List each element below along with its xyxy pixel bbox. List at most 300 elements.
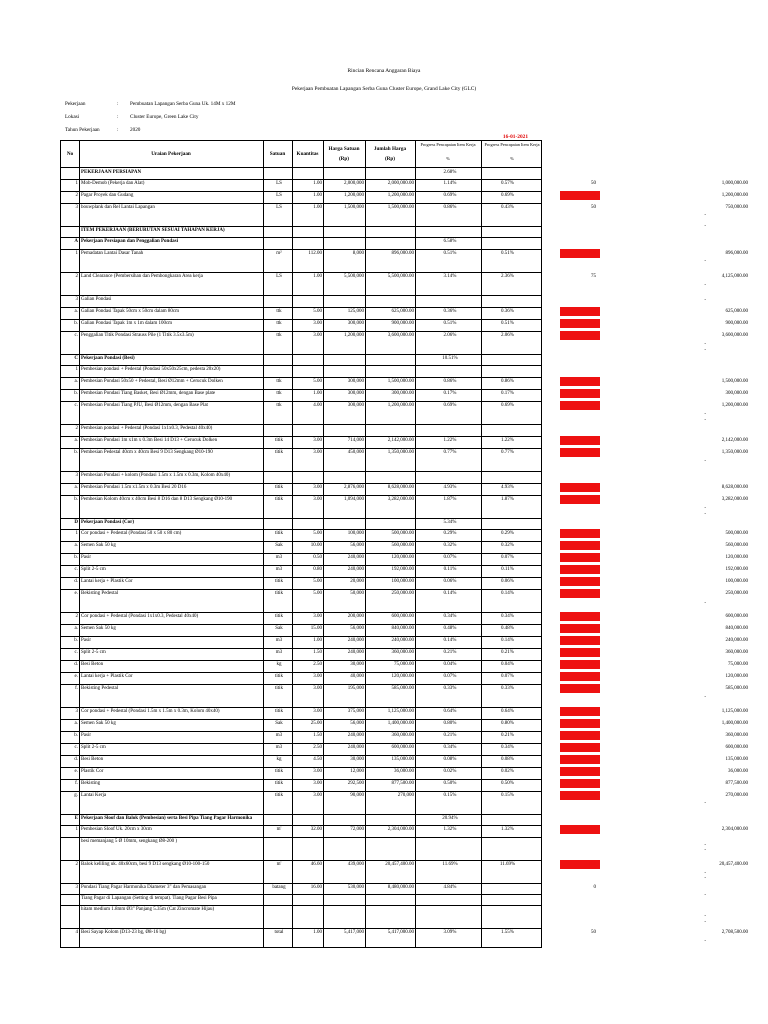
header-jumlah-unit: (Rp) (384, 156, 396, 162)
row-progress-2: 0.43% (501, 205, 514, 210)
row-progress-value: 50 (591, 205, 596, 210)
row-unit-price: 195,000 (347, 686, 364, 691)
row-quantity: 3.00 (313, 333, 322, 338)
table-row (60, 271, 750, 282)
row-description: Bekisting Pedestal (81, 686, 119, 691)
row-unit-price: 2,876,000 (344, 485, 364, 490)
row-total-price: 877,500.00 (391, 781, 414, 786)
table-row (60, 540, 750, 551)
row-description: Pekerjaan Sloof dan Balok (Pembesian) serta Besi Pipa Tiang Pagar Harmonika (81, 816, 253, 821)
row-unit: LS (276, 274, 282, 279)
row-unit: titik (274, 485, 284, 490)
row-quantity: 3.00 (313, 769, 322, 774)
row-number: 1 (75, 531, 78, 536)
row-unit-price: 20,000 (350, 579, 364, 584)
row-progress-amount: 877,500.00 (725, 781, 748, 786)
row-number: c. (74, 745, 78, 750)
row-progress-amount: 896,000.00 (725, 251, 748, 256)
row-quantity: 46.60 (310, 862, 322, 867)
row-progress-1: 0.21% (443, 733, 457, 738)
empty-marker: - (704, 939, 706, 944)
row-progress-2: 0.02% (501, 769, 514, 774)
row-number: c. (74, 567, 78, 572)
row-number: b. (74, 733, 78, 738)
row-progress-value: 100 (588, 650, 596, 655)
row-total-price: 20,457,400.00 (385, 862, 414, 867)
row-unit-price: 2,000,000 (344, 181, 364, 186)
row-progress-1: 0.77% (443, 450, 457, 455)
row-number: A (74, 239, 78, 244)
row-number: c. (74, 650, 78, 655)
header-progress-1-unit: % (446, 156, 450, 161)
row-progress-value: 100 (588, 793, 596, 798)
row-progress-2: 0.51% (501, 251, 514, 256)
row-progress-amount: 3,282,000.00 (721, 497, 748, 502)
row-progress-value: 100 (588, 567, 596, 572)
row-progress-value: 100 (588, 438, 596, 443)
row-quantity: 0.50 (313, 555, 322, 560)
row-unit: ttk (276, 403, 282, 408)
row-progress-amount: 1,125,000.00 (721, 709, 748, 714)
row-description: Semen Sak 50 kg (81, 543, 116, 548)
row-description: Pondasi Tiang Pagar Harmonika Diameter 3" dan Pemasangan (81, 885, 207, 890)
row-total-price: 75,000.00 (394, 662, 414, 667)
row-total-price: 896,000.00 (391, 251, 414, 256)
row-progress-2: 0.34% (501, 745, 514, 750)
row-description: Cor pondasi + Pedestal (Pondasi 1.5m x 1.5m x 0.3m, Kolom 40x40) (81, 709, 220, 714)
row-progress-1: 0.08% (443, 757, 457, 762)
row-total-price: 120,000.00 (391, 674, 414, 679)
row-progress-1: 0.48% (443, 626, 457, 631)
empty-marker: - (704, 512, 706, 517)
row-description: Pembesian Pedestal 40cm x 40cm Besi 9 D13 Sengkang Ø10-190 (81, 450, 213, 455)
row-unit-price: 375,000 (347, 709, 364, 714)
header-kuantitas: Kuantitas (296, 151, 319, 157)
row-total-price: 2,000,000.00 (387, 181, 414, 186)
row-progress-value: 100 (588, 709, 596, 714)
row-description: ITEM PEKERJAAN (BERURUTAN SESUAI TAHAPAN KERJA) (81, 228, 225, 233)
row-progress-2: 1.32% (501, 827, 514, 832)
row-unit: m3 (275, 745, 283, 750)
empty-marker: - (704, 843, 706, 848)
meta-label: Pekerjaan (65, 101, 86, 107)
row-progress-1: 0.02% (443, 769, 457, 774)
meta-colon: : (117, 114, 119, 120)
row-unit-price: 300,000 (347, 321, 364, 326)
row-unit: titik (274, 614, 284, 619)
table-row (60, 248, 750, 259)
row-progress-value: 100 (588, 391, 596, 396)
row-progress-2: 0.06% (501, 579, 514, 584)
empty-marker: - (704, 871, 706, 876)
table-row (60, 494, 750, 505)
row-number: f. (75, 686, 78, 691)
meta-label: Tahun Pekerjaan (65, 127, 100, 133)
row-progress-1: 0.50% (443, 781, 457, 786)
row-total-price: 2,142,000.00 (387, 438, 414, 443)
row-description: Besi Sayap Kolom (D13-23 bg, Ø8-16 bg) (81, 930, 167, 935)
row-description: Pembesian Pondasi 1m x1m x 0.3m Besi 14 D13 + Cerucuk Dolken (81, 438, 218, 443)
row-description: Pembesian Kolom 40cm x 40cm Besi 8 D16 dan 8 D13 Sengkang Ø10-190 (81, 497, 233, 502)
row-description: bouwplank dan Rel Lantai Lapangan (81, 205, 155, 210)
row-quantity: 112.00 (308, 251, 322, 256)
row-progress-1: 0.32% (443, 543, 457, 548)
row-progress-2: 0.07% (501, 555, 514, 560)
header-jumlah: Jumlah Harga (373, 146, 407, 152)
row-number: c. (74, 403, 78, 408)
row-total-price: 900,000.00 (391, 321, 414, 326)
row-unit-price: 292,500 (347, 781, 364, 786)
row-quantity: 3.00 (313, 450, 322, 455)
row-quantity: 3.00 (313, 793, 322, 798)
row-progress-1: 0.51% (443, 321, 457, 326)
row-progress-1: 0.07% (443, 674, 457, 679)
row-number: E (74, 816, 78, 821)
table-row (60, 528, 750, 539)
row-progress-2: 0.69% (501, 403, 514, 408)
row-description: Pembesian Pondasi Tiang PJU, Besi Ø12mm, dengan Base Plat (81, 403, 208, 408)
row-quantity: 5.00 (313, 579, 322, 584)
row-number: d. (74, 662, 78, 667)
table-row (60, 647, 750, 658)
header-no: No (66, 151, 74, 157)
row-number: a. (74, 379, 78, 384)
row-description: Galian Pondasi Tapak 50cm x 50cm dalam 80cm (81, 309, 180, 314)
row-progress-amount: 120,000.00 (725, 674, 748, 679)
row-number: a. (74, 438, 78, 443)
row-progress-2: 0.04% (501, 662, 514, 667)
row-description: Pembesian Pondasi 1.5m x1.5m x 0.3m Besi 20 D16 (81, 485, 187, 490)
row-unit-price: 1,200,000 (344, 193, 364, 198)
row-quantity: 1.00 (313, 181, 322, 186)
row-progress-value: 100 (588, 193, 596, 198)
empty-marker: - (704, 601, 706, 606)
row-progress-value: 100 (588, 497, 596, 502)
meta-colon: : (117, 127, 119, 133)
row-total-price: 2,304,000.00 (387, 827, 414, 832)
row-total-price: 5,500,000.00 (387, 274, 414, 279)
row-unit-price: 56,000 (350, 721, 364, 726)
row-number: 1 (75, 827, 78, 832)
row-progress-value: 100 (588, 251, 596, 256)
header-uraian: Uraian Pekerjaan (151, 151, 191, 157)
row-description: Cor pondasi + Pedestal (Pondasi 1x1x0.3, Pedestal 40x40) (81, 614, 199, 619)
header-satuan: Satuan (269, 151, 286, 157)
empty-marker: - (704, 506, 706, 511)
empty-marker: - (704, 893, 706, 898)
row-total-price: 8,480,000.00 (387, 885, 414, 890)
row-progress-1: 2.06% (443, 333, 457, 338)
row-unit-price: 240,000 (347, 567, 364, 572)
row-unit-price: 125,000 (347, 309, 364, 314)
row-quantity: 3.00 (313, 674, 322, 679)
row-progress-1: 20.94% (442, 816, 458, 821)
row-number: 2 (75, 862, 78, 867)
empty-marker: - (704, 914, 706, 919)
row-progress-value: 100 (588, 721, 596, 726)
row-description: Pembesian pondasi + Pedestal (Pondasi 50x50x25cm, pedesta 20x20) (81, 367, 221, 372)
row-progress-value: 100 (588, 485, 596, 490)
table-row (60, 376, 750, 387)
row-unit-price: 12,000 (350, 769, 364, 774)
empty-marker: - (704, 920, 706, 925)
header-progress-2-unit: % (510, 156, 514, 161)
table-row (60, 318, 750, 329)
table-row (60, 364, 750, 375)
row-progress-2: 0.07% (501, 674, 514, 679)
table-row (60, 718, 750, 729)
row-number: 1 (75, 251, 78, 256)
row-number: 3 (75, 297, 78, 302)
table-row (60, 706, 750, 717)
row-progress-amount: 120,000.00 (725, 555, 748, 560)
row-description: Pembesian Pondasi + kolom (Pondasi 1.5m x 1.5m x 0.3m, Kolom 40x40) (81, 473, 231, 478)
table-row (60, 927, 750, 938)
row-unit: m3 (275, 567, 283, 572)
row-unit-price: 30,000 (350, 757, 364, 762)
row-description: Besi Beton (81, 757, 104, 762)
table-row (60, 778, 750, 789)
row-quantity: 1.00 (313, 274, 322, 279)
row-unit-price: 240,000 (347, 733, 364, 738)
table-row (60, 435, 750, 446)
row-progress-value: 100 (588, 745, 596, 750)
row-progress-value: 100 (588, 757, 596, 762)
row-number: 3 (75, 473, 78, 478)
table-row (60, 766, 750, 777)
row-progress-value: 100 (588, 309, 596, 314)
row-total-price: 100,000.00 (391, 579, 414, 584)
empty-marker: - (704, 348, 706, 353)
row-progress-1: 3.09% (443, 930, 457, 935)
row-progress-1: 0.14% (443, 591, 457, 596)
table-row (60, 190, 750, 201)
row-quantity: 3.00 (313, 709, 322, 714)
row-progress-value: 100 (588, 781, 596, 786)
row-quantity: 3.00 (313, 781, 322, 786)
row-progress-2: 0.21% (501, 650, 514, 655)
row-total-price: 560,000.00 (391, 543, 414, 548)
row-progress-1: 0.11% (443, 567, 457, 572)
row-progress-1: 4.93% (443, 485, 457, 490)
table-row (60, 611, 750, 622)
row-progress-1: 6.58% (443, 239, 457, 244)
row-progress-value: 100 (588, 333, 596, 338)
row-progress-2: 0.29% (501, 531, 514, 536)
row-unit: batang (272, 885, 286, 890)
row-unit-price: 1,500,000 (344, 205, 364, 210)
row-unit-price: 100,000 (347, 531, 364, 536)
row-progress-amount: 840,000.00 (725, 626, 748, 631)
row-progress-2: 0.11% (501, 567, 514, 572)
table-row (60, 742, 750, 753)
row-progress-1: 0.17% (443, 391, 457, 396)
row-number: b. (74, 391, 78, 396)
table-row (60, 353, 750, 364)
empty-marker: - (704, 459, 706, 464)
row-description: Galian Pondasi Tapak 1m x 1m dalam 100cm (81, 321, 173, 326)
row-unit: ttk (276, 379, 282, 384)
row-unit-price: 450,000 (347, 450, 364, 455)
row-total-price: 36,000.00 (394, 769, 414, 774)
row-quantity: 3.00 (313, 497, 322, 502)
row-description: Besi Beton (81, 662, 104, 667)
table-row (60, 236, 750, 247)
row-description: Semen Sak 50 kg (81, 626, 116, 631)
row-description: Pemadatan Lantai Dasar Tanah (81, 251, 144, 256)
row-description: Pasir (81, 733, 91, 738)
row-progress-1: 0.80% (443, 721, 457, 726)
row-number: b. (74, 555, 78, 560)
row-unit: m3 (275, 650, 283, 655)
row-description: Cor pondasi + Pedestal (Pondasi 50 x 50 x 80 cm) (81, 531, 182, 536)
row-number: D (74, 520, 78, 525)
row-progress-2: 1.87% (501, 497, 514, 502)
row-number: c. (74, 333, 78, 338)
row-progress-1: 1.22% (443, 438, 457, 443)
row-unit: total (274, 930, 284, 935)
row-progress-1: 11.69% (442, 862, 458, 867)
row-progress-2: 4.93% (501, 485, 514, 490)
row-progress-1: 0.06% (443, 579, 457, 584)
row-progress-2: 0.64% (501, 709, 514, 714)
meta-value: Pembuatan Lapangan Serba Guna Uk. 14M x 12M (130, 101, 236, 107)
table-row (60, 423, 750, 434)
row-progress-2: 11.69% (499, 862, 516, 867)
row-progress-1: 1.14% (443, 181, 457, 186)
row-total-price: 8,628,000.00 (387, 485, 414, 490)
row-quantity: 3.00 (313, 438, 322, 443)
meta-label: Lokasi (65, 114, 80, 120)
row-progress-1: 5.34% (443, 520, 457, 525)
row-quantity: 5.00 (313, 591, 322, 596)
table-row (60, 882, 750, 893)
row-number: 2 (75, 274, 78, 279)
row-unit: m' (276, 827, 282, 832)
row-total-price: 625,000.00 (391, 309, 414, 314)
row-progress-2: 0.14% (501, 591, 514, 596)
row-progress-amount: 36,000.00 (728, 769, 748, 774)
document-subtitle: Pekerjaan Pembuatan Lapangan Serba Guna Cluster Europe, Grand Lake City (GLC) (291, 86, 477, 92)
row-quantity: 32.00 (310, 827, 322, 832)
row-quantity: 0.80 (313, 567, 322, 572)
row-number: 2 (75, 426, 78, 431)
row-unit: titik (274, 450, 284, 455)
row-unit: ttk (276, 321, 282, 326)
row-progress-value: 100 (588, 626, 596, 631)
row-unit: Sak (275, 721, 283, 726)
row-progress-2: 0.77% (501, 450, 514, 455)
row-quantity: 5.00 (313, 309, 322, 314)
row-progress-1: 0.86% (443, 205, 457, 210)
row-progress-2: 0.21% (501, 733, 514, 738)
row-progress-amount: 360,000.00 (725, 733, 748, 738)
header-harga: Harga Satuan (328, 146, 360, 152)
row-total-price: 300,000.00 (391, 391, 414, 396)
empty-marker: - (704, 801, 706, 806)
row-number: e. (74, 674, 78, 679)
row-progress-amount: 135,000.00 (725, 757, 748, 762)
row-progress-amount: 20,457,400.00 (719, 862, 748, 867)
row-progress-2: 0.08% (501, 757, 514, 762)
row-progress-value: 100 (588, 638, 596, 643)
row-number: 2 (75, 193, 78, 198)
row-progress-amount: 900,000.00 (725, 321, 748, 326)
row-quantity: 1.00 (313, 638, 322, 643)
table-row (60, 447, 750, 458)
row-unit: titik (274, 686, 284, 691)
row-description: Plastik Cor (81, 769, 104, 774)
row-unit-price: 56,000 (350, 543, 364, 548)
row-total-price: 1,500,000.00 (387, 205, 414, 210)
row-unit: Sak (275, 626, 283, 631)
table-row (60, 730, 750, 741)
row-progress-1: 1.32% (443, 827, 457, 832)
row-progress-value: 100 (588, 591, 596, 596)
row-progress-value: 100 (588, 733, 596, 738)
row-description: PEKERJAAN PERSIAPAN (81, 170, 142, 175)
row-description: Bekisting Pedestal (81, 591, 119, 596)
row-progress-1: 0.29% (443, 531, 457, 536)
row-progress-value: 100 (588, 674, 596, 679)
row-quantity: 4.50 (313, 757, 322, 762)
table-row (60, 623, 750, 634)
meta-value: 2020 (130, 127, 141, 133)
row-progress-1: 10.51% (442, 356, 458, 361)
row-description: Pekerjaan Persiapan dan Penggalian Pondasi (81, 239, 178, 244)
table-row (60, 225, 750, 236)
row-unit-price: 240,000 (347, 638, 364, 643)
row-progress-amount: 4,125,000.00 (721, 274, 748, 279)
row-unit-price: 240,000 (347, 555, 364, 560)
row-progress-value: 75 (591, 274, 596, 279)
row-number: d. (74, 579, 78, 584)
row-progress-value: 100 (588, 379, 596, 384)
row-unit-price: 200,000 (347, 614, 364, 619)
row-number: d. (74, 757, 78, 762)
row-progress-amount: 300,000.00 (725, 391, 748, 396)
row-quantity: 3.00 (313, 485, 322, 490)
row-unit-price: 40,000 (350, 674, 364, 679)
row-number: a. (74, 721, 78, 726)
row-progress-2: 1.55% (501, 930, 514, 935)
row-progress-2: 0.86% (501, 379, 514, 384)
row-progress-amount: 2,708,500.00 (721, 930, 748, 935)
row-number: b. (74, 638, 78, 643)
row-unit-price: 530,000 (347, 885, 364, 890)
row-number: g. (74, 793, 78, 798)
row-unit-price: 30,000 (350, 662, 364, 667)
row-description: Pasir (81, 638, 91, 643)
row-progress-value: 100 (588, 614, 596, 619)
row-progress-2: 1.22% (501, 438, 514, 443)
empty-marker: - (704, 418, 706, 423)
row-number: 1 (75, 367, 78, 372)
row-total-price: 585,000.00 (391, 686, 414, 691)
row-unit-price: 5,417,000 (344, 930, 364, 935)
row-progress-amount: 1,000,000.00 (721, 181, 748, 186)
row-unit: ttk (276, 333, 282, 338)
row-unit-price: 72,000 (350, 827, 364, 832)
empty-marker: - (704, 213, 706, 218)
table-row (60, 470, 750, 481)
empty-marker: - (704, 283, 706, 288)
row-unit: titik (274, 769, 284, 774)
row-total-price: 240,000.00 (391, 638, 414, 643)
row-quantity: 5.00 (313, 531, 322, 536)
empty-marker: - (704, 848, 706, 853)
table-row (60, 167, 750, 178)
